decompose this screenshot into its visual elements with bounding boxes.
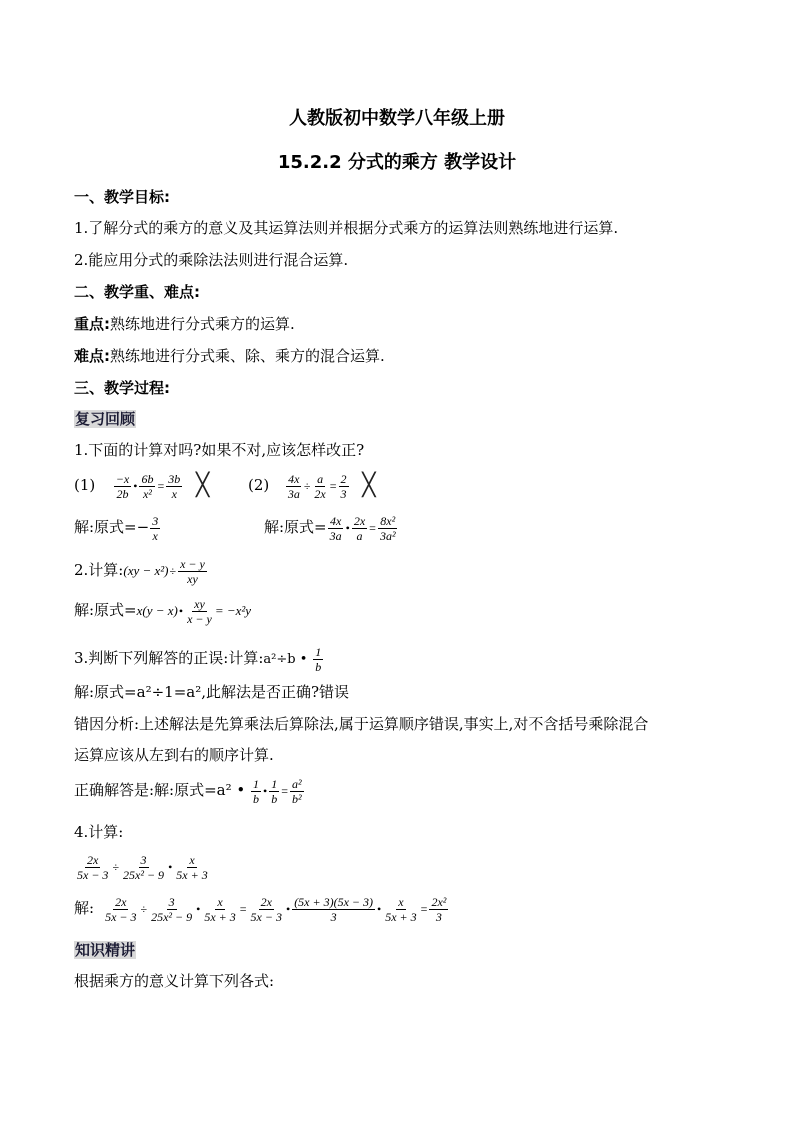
q1-part2-solution: 解:原式= $\frac{4x}{3a}$ • $\frac{2x}{a}$ = $\frac{\text{8x²}}{\text{3a²}}$	[264, 513, 396, 543]
q4-solution: 解: $\frac{2x}{5x - 3}$ ÷ $\frac{3}{\text{25x² − 9}}$ • $\frac{x}{5x + 3}$ = $\frac{2x}{5x - 3}$ • $\frac{(5x + 3)(5x - 3)}{3}$ • $\frac{x}{5x + 3}$ = $\frac{\text{2x²}}{3}$	[74, 894, 447, 924]
q4-label: 4.计算:	[74, 823, 124, 841]
review-tag-line	[74, 409, 136, 429]
fraction: $\frac{3}{x}$	[152, 513, 159, 543]
fraction: $\frac{xy}{x - y}$	[187, 596, 212, 626]
fraction: $\frac{\text{8x²}}{\text{3a²}}$	[379, 513, 396, 543]
q3-analysis-line-1: 错因分析:上述解法是先算乘法后算除法,属于运算顺序错误,事实上,对不含括号乘除混合	[74, 715, 649, 733]
objective-item-2: 2.能应用分式的乘除法法则进行混合运算.	[74, 251, 349, 269]
document-title: 人教版初中数学八年级上册	[289, 108, 505, 129]
knowledge-tag: 知识精讲	[75, 941, 136, 959]
q1-text: 1.下面的计算对吗?如果不对,应该怎样改正?	[74, 441, 365, 459]
fraction: $\frac{x}{5x + 3}$	[204, 894, 236, 924]
document-subtitle: 15.2.2 分式的乘方 教学设计	[277, 152, 517, 173]
fraction: $\frac{2x}{a}$	[353, 513, 366, 543]
fraction: $\frac{1}{b}$	[315, 644, 322, 674]
fraction: $\frac{2x}{5x - 3}$	[250, 894, 282, 924]
section-heading-key-points: 二、教学重、难点:	[74, 283, 200, 301]
fraction: $\frac{2x}{5x - 3}$	[77, 852, 109, 882]
q4-expression: $\frac{2x}{5x - 3}$ ÷ $\frac{3}{\text{25x² − 9}}$ • $\frac{x}{5x + 3}$	[77, 852, 208, 882]
wrong-mark-icon: ╳	[362, 473, 376, 498]
q1-part1-expression: (1) $\frac{-x}{2b}$ • $\frac{6b}{\text{x²}}$ = $\frac{3b}{x}$ ╳	[74, 471, 210, 501]
fraction: $\frac{4x}{3a}$	[287, 471, 300, 501]
key-point-text: 熟练地进行分式乘方的运算.	[110, 315, 295, 333]
knowledge-text: 根据乘方的意义计算下列各式:	[74, 972, 275, 990]
section-heading-process: 三、教学过程:	[74, 379, 170, 397]
fraction: $\frac{x}{5x + 3}$	[176, 852, 208, 882]
knowledge-tag-line	[74, 940, 136, 960]
fraction: $\frac{4x}{3a}$	[329, 513, 342, 543]
q1-part1-solution: 解:原式=− $\frac{3}{x}$	[74, 513, 159, 543]
q1-part2-label: (2)	[248, 476, 270, 494]
fraction: $\frac{3}{\text{25x² − 9}}$	[123, 852, 165, 882]
fraction: $\frac{1}{b}$	[271, 776, 278, 806]
fraction: $\frac{6b}{\text{x²}}$	[141, 471, 154, 501]
q1-part1-label: (1)	[74, 476, 96, 494]
q3-correct-solution: 正确解答是:解:原式=a² • $\frac{1}{b}$ • $\frac{1}{b}$ = $\frac{\text{a²}}{\text{b²}}$	[74, 776, 302, 806]
fraction: $\frac{1}{b}$	[253, 776, 260, 806]
fraction: $\frac{\text{2x²}}{3}$	[431, 894, 447, 924]
q3-expression: 3.判断下列解答的正误:计算:a²÷b • $\frac{1}{b}$	[74, 644, 322, 674]
q2-expression: 2.计算:(xy − x²)÷ $\frac{x - y}{xy}$	[74, 556, 205, 586]
fraction: $\frac{3b}{x}$	[168, 471, 181, 501]
q1-part2-expression: (2) $\frac{4x}{3a}$ ÷ $\frac{a}{2x}$ = $\frac{2}{3}$ ╳	[248, 471, 376, 501]
fraction: $\frac{3}{\text{25x² − 9}}$	[151, 894, 193, 924]
fraction: $\frac{2}{3}$	[340, 471, 347, 501]
fraction: $\frac{x - y}{xy}$	[180, 556, 205, 586]
fraction: $\frac{(5x + 3)(5x - 3)}{3}$	[294, 894, 374, 924]
objective-item-1: 1.了解分式的乘方的意义及其运算法则并根据分式乘方的运算法则熟练地进行运算.	[74, 219, 619, 237]
key-point-label: 重点:	[74, 315, 110, 333]
section-heading-objectives: 一、教学目标:	[74, 188, 170, 206]
wrong-mark-icon: ╳	[196, 473, 210, 498]
key-point-line	[74, 314, 295, 334]
fraction: $\frac{\text{a²}}{\text{b²}}$	[292, 776, 302, 806]
difficult-point-label: 难点:	[74, 347, 110, 365]
difficult-point-text: 熟练地进行分式乘、除、乘方的混合运算.	[110, 347, 385, 365]
fraction: $\frac{2x}{5x - 3}$	[105, 894, 137, 924]
fraction: $\frac{a}{2x}$	[314, 471, 326, 501]
q3-answer: 解:原式=a²÷1=a²,此解法是否正确?错误	[74, 683, 350, 701]
q2-solution: 解:原式=x(y − x)• $\frac{xy}{x - y}$ = −x²y	[74, 596, 252, 626]
review-tag: 复习回顾	[75, 410, 136, 428]
difficult-point-line	[74, 346, 385, 366]
fraction: $\frac{x}{5x + 3}$	[385, 894, 417, 924]
fraction: $\frac{-x}{2b}$	[115, 471, 130, 501]
q3-analysis-line-2: 运算应该从左到右的顺序计算.	[74, 746, 274, 764]
